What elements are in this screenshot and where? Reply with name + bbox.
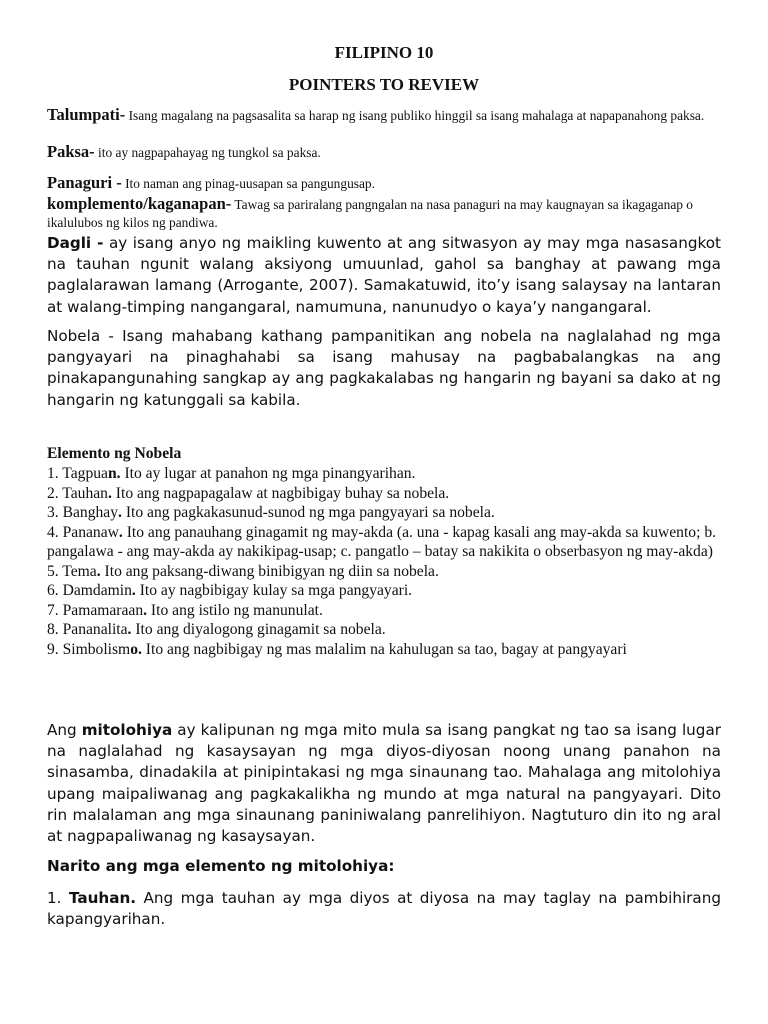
definition-talumpati bbox=[47, 106, 721, 125]
definition-text: Ito naman ang pinag-uusapan sa pangungusap. bbox=[121, 176, 375, 191]
elemento-nobela-heading bbox=[47, 444, 721, 464]
list-item: 5. Tema. Ito ang paksang-diwang binibigyan ng diin sa nobela. bbox=[47, 562, 439, 580]
section-heading: Elemento ng Nobela bbox=[47, 445, 182, 462]
mitolohiya-element-item: 1. Tauhan. Ang mga tauhan ay mga diyos at diyosa na may taglay na pambihirang kapangyarihan. bbox=[47, 889, 721, 929]
definition-text: ay isang anyo ng maikling kuwento at ang sitwasyon ay may mga nasasangkot na tauhan ngunit walang aksiyong umuunlad, gahol sa banghay at pawang mga paglalarawan lamang (Arrogante, 2007). Samakatuwid, ito’y isang salaysay na lantaran at walang-timping nangangaral, namumuna, nanunudyo o kaya’y nangangaral. bbox=[47, 234, 721, 316]
definition-dagli bbox=[47, 233, 721, 318]
list-item: 2. Tauhan. Ito ang nagpapagalaw at nagbibigay buhay sa nobela. bbox=[47, 484, 450, 502]
document-subtitle: POINTERS TO REVIEW bbox=[288, 75, 480, 94]
definition-komplemento bbox=[47, 195, 721, 232]
definition-paksa bbox=[47, 143, 721, 162]
list-item: 7. Pamamaraan. Ito ang istilo ng manunulat. bbox=[47, 601, 323, 619]
definition-term: Panaguri - bbox=[47, 173, 122, 192]
definition-text: Isang magalang na pagsasalita sa harap ng isang publiko hinggil sa isang mahalaga at napapanahong paksa. bbox=[125, 108, 705, 123]
list-item: 3. Banghay. Ito ang pagkakasunud-sunod ng mga pangyayari sa nobela. bbox=[47, 504, 495, 521]
mitolohiya-elements-heading: Narito ang mga elemento ng mitolohiya: bbox=[47, 857, 395, 875]
definition-term: Paksa- bbox=[47, 142, 95, 161]
definition-term: Dagli - bbox=[47, 234, 104, 252]
document-title: FILIPINO 10 bbox=[334, 43, 434, 62]
nobela-paragraph: Nobela - Isang mahabang kathang pampanitikan ang nobela na naglalahad ng mga pangyayari na pinaghahabi sa isang mahusay na pagbabalangkas na ang pinakapangunahing sangkap ay ang pagkakalabas ng hangarin ng bayani sa dako at ng hangarin ng katunggali sa kabila. bbox=[47, 327, 721, 409]
definition-text: ito ay nagpapahayag ng tungkol sa paksa. bbox=[94, 145, 321, 160]
list-item: 9. Simbolismo. Ito ang nagbibigay ng mas malalim na kahulugan sa tao, bagay at pangyayari bbox=[47, 640, 627, 658]
mitolohiya-paragraph: Ang mitolohiya ay kalipunan ng mga mito mula sa isang pangkat ng tao sa isang lugar na naglalahad ng kasaysayan ng mga diyos-diyosan noong unang panahon na sinasamba, dinadakila at pinipintakasi ng mga sinaunang tao. Mahalaga ang mitolohiya upang maipaliwanag ang pagkakalikha ng mundo at mga natural na pangyayari. Dito rin malalaman ang mga sinaunang paniniwalang panrelihiyon. Nagtuturo din ito ng aral at nagpapaliwanag ng kasaysayan. bbox=[47, 721, 721, 846]
definition-panaguri bbox=[47, 174, 721, 193]
definition-text: Tawag sa pariralang pangngalan na nasa panaguri na may kaugnayan sa ikagaganap o ikalulubos ng kilos ng pandiwa. bbox=[47, 197, 694, 230]
definition-term: komplemento/kaganapan- bbox=[47, 194, 232, 213]
mitolohiya-term: mitolohiya bbox=[81, 721, 173, 739]
list-item: 1. Tagpuan. Ito ay lugar at panahon ng mga pinangyarihan. bbox=[47, 465, 416, 482]
list-item: 4. Pananaw. Ito ang panauhang ginagamit ng may-akda (a. una - kapag kasali ang may-akda sa kuwento; b. pangalawa - ang may-akda ay nakikipag-usap; c. pangatlo – batay sa nakikita o obserbasyon ng may-akda) bbox=[47, 523, 717, 560]
element-term: Tauhan. bbox=[68, 889, 137, 907]
elemento-nobela-list bbox=[47, 464, 721, 659]
definition-term: Talumpati- bbox=[47, 105, 126, 124]
list-item: 8. Pananalita. Ito ang diyalogong ginagamit sa nobela. bbox=[47, 621, 386, 638]
list-item: 6. Damdamin. Ito ay nagbibigay kulay sa mga pangyayari. bbox=[47, 582, 413, 599]
